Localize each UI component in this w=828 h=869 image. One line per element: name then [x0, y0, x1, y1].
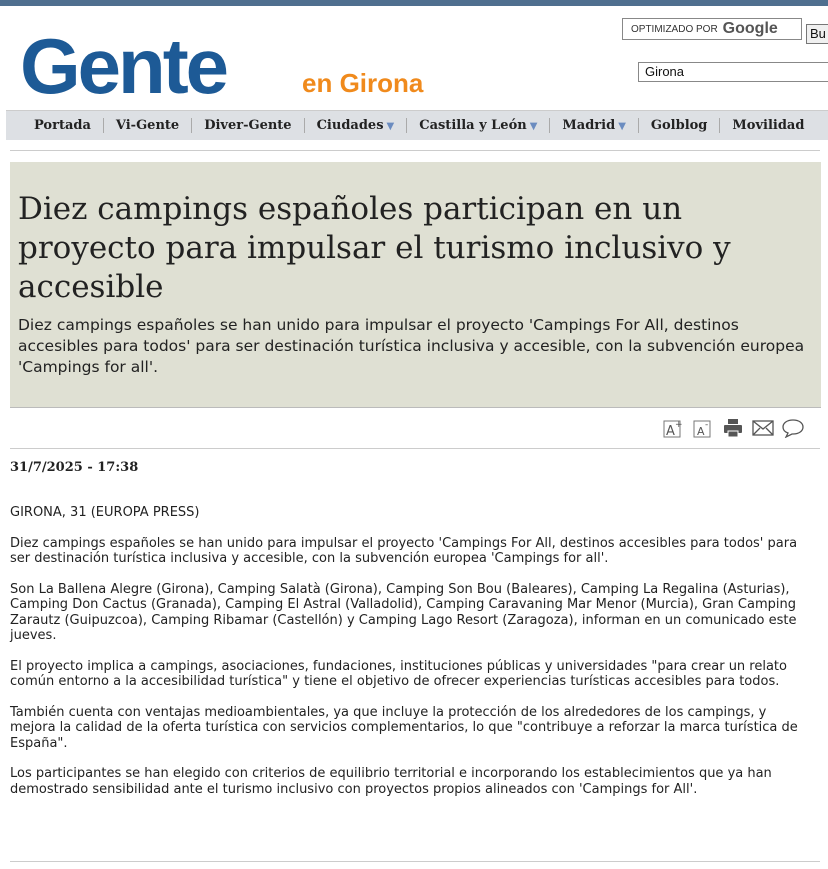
article-paragraph: Los participantes se han elegido con criterios de equilibrio territorial e incorporando los establecimientos que ya han demostrado sensibilidad ante el turismo inclusivo con proyectos propios alineados con 'Campings for All'. [10, 766, 772, 797]
search-button[interactable]: Bu [806, 24, 828, 44]
print-icon[interactable] [722, 417, 744, 439]
article-paragraph: El proyecto implica a campings, asociaciones, fundaciones, instituciones públicas y universidades "para crear un relato común entorno a la accesibilidad turística" y tiene el objetivo de ofrecer experiencias turísticas accesibles para todos. [10, 658, 787, 689]
article-date: 31/7/2025 - 17:38 [10, 460, 139, 475]
article-lead [10, 162, 821, 408]
svg-text:A: A [697, 425, 705, 438]
edition-name[interactable]: en Girona [302, 68, 424, 98]
nav-item-movilidad[interactable]: Movilidad [732, 118, 805, 133]
google-search-input[interactable] [622, 18, 802, 40]
article-subtitle: Diez campings españoles se han unido para impulsar el proyecto 'Campings For All, destinos accesibles para todos' para ser destinación turística inclusiva y accesible, con la subvención europea 'Campings for all'. [18, 316, 805, 376]
google-word: Google [722, 20, 778, 37]
divider [10, 448, 820, 449]
nav-item-diver-gente[interactable]: Diver-Gente [192, 118, 304, 133]
chevron-down-icon: ▼ [618, 121, 626, 132]
comment-icon[interactable] [782, 417, 804, 439]
chevron-down-icon: ▼ [386, 121, 395, 132]
article-paragraph: Diez campings españoles se han unido para impulsar el proyecto 'Campings For All, destinos accesibles para todos' para ser destinación turística inclusiva y accesible, con la subvención europea 'Campings for all'. [10, 535, 798, 566]
nav-item-golblog[interactable]: Golblog [639, 118, 721, 133]
nav-item-madrid[interactable]: Madrid ▼ [550, 118, 638, 133]
divider [10, 150, 820, 151]
article-paragraph: También cuenta con ventajas medioambientales, ya que incluye la protección de los alrededores de los campings, y mejora la calidad de la oferta turística con servicios complementarios, lo que "contribuye a reforzar la marca turística de España". [10, 704, 798, 751]
article-tools [662, 417, 804, 439]
google-label: OPTIMIZADO POR [631, 23, 718, 35]
site-logo[interactable]: Gente [20, 22, 227, 110]
article-paragraph: GIRONA, 31 (EUROPA PRESS) [10, 505, 200, 520]
email-icon[interactable] [752, 417, 774, 439]
font-increase-icon[interactable] [662, 417, 684, 439]
svg-text:+: + [675, 420, 683, 430]
font-decrease-icon[interactable] [692, 417, 714, 439]
nav-item-portada[interactable]: Portada [26, 118, 104, 133]
svg-text:-: - [705, 420, 709, 430]
chevron-down-icon: ▼ [529, 121, 538, 132]
article-title: Diez campings españoles participan en un proyecto para impulsar el turismo inclusivo y accesible [18, 191, 731, 305]
article-body [10, 505, 810, 812]
article-paragraph: Son La Ballena Alegre (Girona), Camping Salatà (Girona), Camping Son Bou (Baleares), Camping La Regalina (Asturias), Camping Don Cactus (Granada), Camping El Astral (Valladolid), Camping Caravaning Mar Menor (Murcia), Gran Camping Zarautz (Guipuzcoa), Camping Ribamar (Castellón) y Camping Lago Resort (Zaragoza), informan en un comunicado este jueves. [10, 581, 797, 643]
nav-item-vi-gente[interactable]: Vi-Gente [104, 118, 192, 133]
nav-item-ciudades[interactable]: Ciudades ▼ [305, 118, 408, 133]
divider [10, 861, 820, 862]
main-nav [6, 110, 828, 140]
svg-text:A: A [666, 424, 675, 438]
nav-item-castilla-y-leon[interactable]: Castilla y León ▼ [407, 118, 550, 133]
city-select[interactable]: Girona [638, 62, 828, 82]
